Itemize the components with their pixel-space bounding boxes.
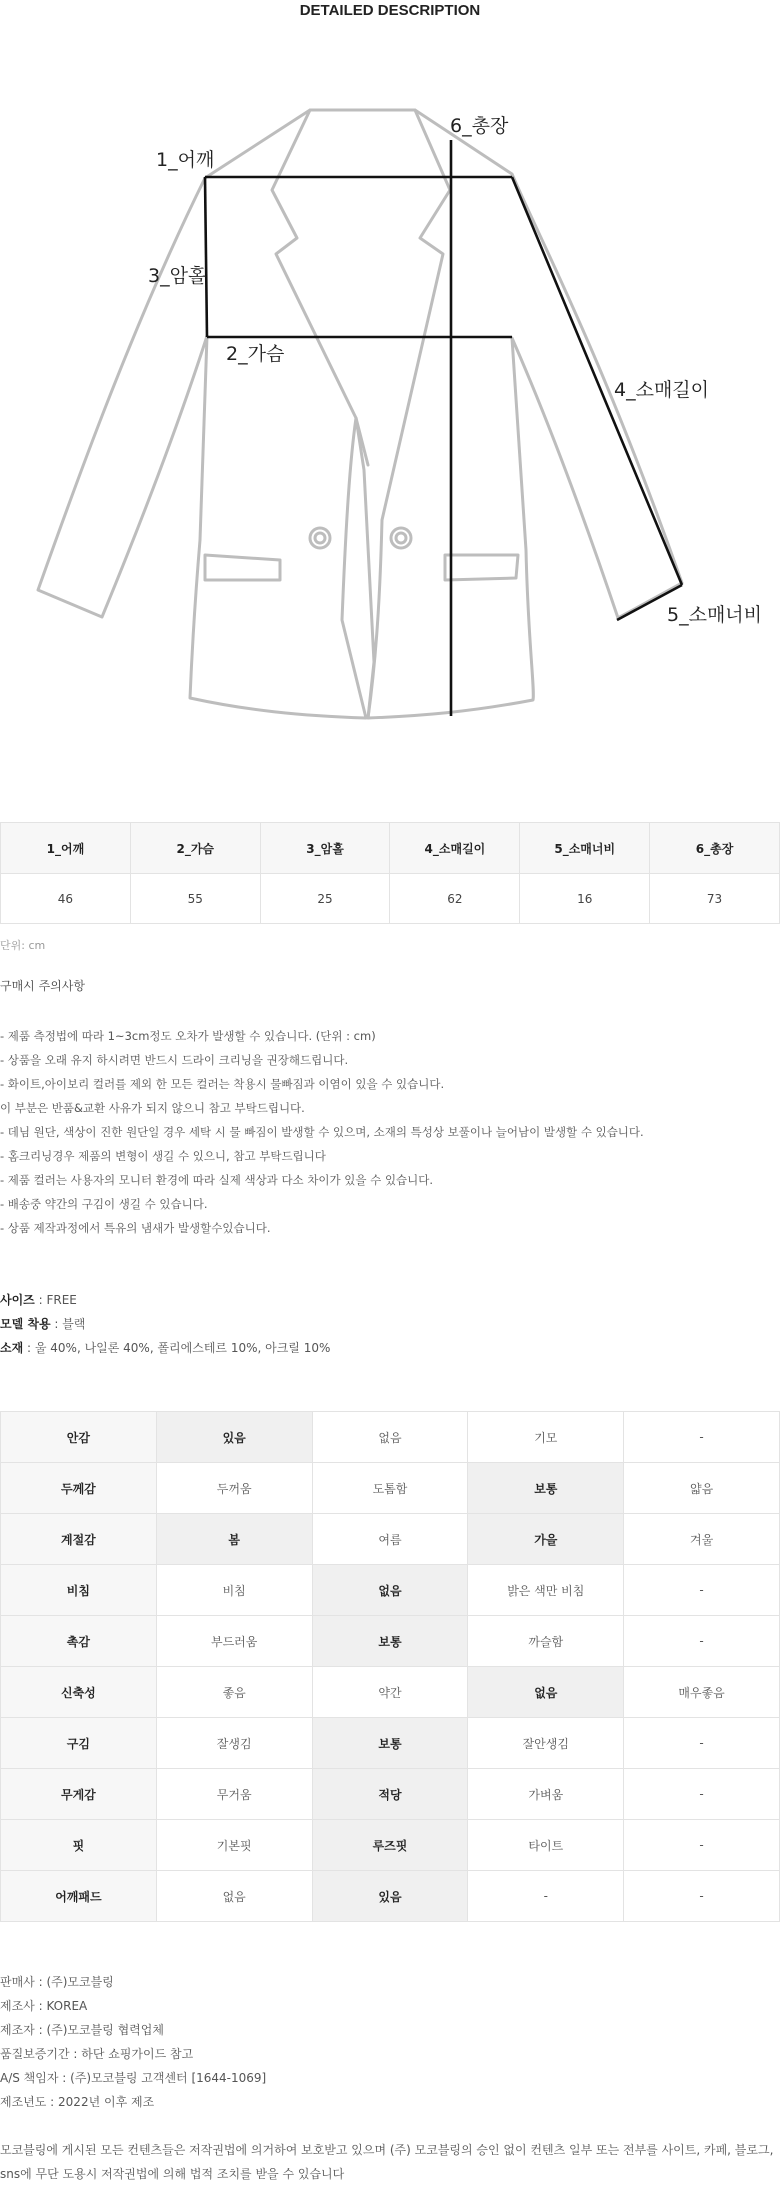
diagram-label-sleeve-length: 4_소매길이 bbox=[614, 379, 710, 401]
feature-name: 신축성 bbox=[1, 1667, 157, 1718]
feature-option: 적당 bbox=[312, 1769, 468, 1820]
size-header-shoulder: 1_어깨 bbox=[1, 823, 131, 874]
feature-option: 부드러움 bbox=[156, 1616, 312, 1667]
feature-name: 계절감 bbox=[1, 1514, 157, 1565]
feature-option: 있음 bbox=[312, 1871, 468, 1922]
feature-table bbox=[0, 1411, 780, 1922]
feature-name: 두께감 bbox=[1, 1463, 157, 1514]
feature-option: 있음 bbox=[156, 1412, 312, 1463]
feature-option: 기모 bbox=[468, 1412, 624, 1463]
spec-material-value: : 울 40%, 나일론 40%, 폴리에스테르 10%, 아크릴 10% bbox=[23, 1341, 331, 1355]
note-line: - 제품 측정법에 따라 1~3cm정도 오차가 발생할 수 있습니다. (단위 : cm) bbox=[0, 1029, 376, 1043]
diagram-label-armhole: 3_암홀 bbox=[148, 265, 207, 287]
feature-option: 잘안생김 bbox=[468, 1718, 624, 1769]
size-header-sleeve-width: 5_소매너비 bbox=[520, 823, 650, 874]
feature-option: 없음 bbox=[468, 1667, 624, 1718]
diagram-label-chest: 2_가슴 bbox=[226, 343, 285, 365]
feature-row bbox=[1, 1514, 780, 1565]
feature-name: 핏 bbox=[1, 1820, 157, 1871]
feature-name: 비침 bbox=[1, 1565, 157, 1616]
feature-row bbox=[1, 1718, 780, 1769]
feature-option: 두꺼움 bbox=[156, 1463, 312, 1514]
notes-title: 구매시 주의사항 bbox=[0, 979, 85, 993]
size-table-value-row bbox=[1, 874, 780, 924]
size-header-total-length: 6_총장 bbox=[650, 823, 780, 874]
feature-option: 기본핏 bbox=[156, 1820, 312, 1871]
feature-name: 어깨패드 bbox=[1, 1871, 157, 1922]
feature-option: 없음 bbox=[156, 1871, 312, 1922]
feature-row bbox=[1, 1616, 780, 1667]
note-line: - 홈크리닝경우 제품의 변형이 생길 수 있으니, 참고 부탁드립니다 bbox=[0, 1149, 326, 1163]
spec-material-key: 소재 bbox=[0, 1341, 24, 1355]
feature-option: - bbox=[624, 1718, 780, 1769]
feature-option: 없음 bbox=[312, 1412, 468, 1463]
info-origin: 제조사 : KOREA bbox=[0, 1999, 88, 2013]
feature-row bbox=[1, 1820, 780, 1871]
size-header-armhole: 3_암홀 bbox=[260, 823, 390, 874]
feature-option: 매우좋음 bbox=[624, 1667, 780, 1718]
spec-model-value: : 블랙 bbox=[50, 1317, 86, 1331]
product-specs bbox=[0, 1288, 780, 1360]
spec-model bbox=[0, 1312, 780, 1336]
diagram-label-total-length: 6_총장 bbox=[450, 115, 509, 137]
spec-size bbox=[0, 1288, 780, 1312]
feature-row bbox=[1, 1769, 780, 1820]
feature-name: 구김 bbox=[1, 1718, 157, 1769]
feature-option: 무거움 bbox=[156, 1769, 312, 1820]
feature-option: - bbox=[624, 1565, 780, 1616]
feature-option: 보통 bbox=[468, 1463, 624, 1514]
jacket-measurement-diagram bbox=[0, 80, 780, 740]
feature-option: 가벼움 bbox=[468, 1769, 624, 1820]
size-value-total-length: 73 bbox=[650, 874, 780, 924]
feature-name: 무게감 bbox=[1, 1769, 157, 1820]
feature-option: - bbox=[624, 1820, 780, 1871]
note-line: - 배송중 약간의 구김이 생길 수 있습니다. bbox=[0, 1197, 208, 1211]
size-value-sleeve-width: 16 bbox=[520, 874, 650, 924]
feature-row bbox=[1, 1412, 780, 1463]
feature-name: 안감 bbox=[1, 1412, 157, 1463]
feature-option: 없음 bbox=[312, 1565, 468, 1616]
diagram-label-shoulder: 1_어깨 bbox=[156, 149, 215, 171]
feature-option: 보통 bbox=[312, 1718, 468, 1769]
feature-option: 약간 bbox=[312, 1667, 468, 1718]
feature-option: 타이트 bbox=[468, 1820, 624, 1871]
note-line: - 상품을 오래 유지 하시려면 반드시 드라이 크리닝을 권장해드립니다. bbox=[0, 1053, 349, 1067]
spec-size-key: 사이즈 bbox=[0, 1293, 35, 1307]
spec-material bbox=[0, 1336, 780, 1360]
diagram-label-sleeve-width: 5_소매너비 bbox=[667, 604, 763, 626]
note-line: 이 부분은 반품&교환 사유가 되지 않으니 참고 부탁드립니다. bbox=[0, 1101, 305, 1115]
feature-option: 봄 bbox=[156, 1514, 312, 1565]
feature-row bbox=[1, 1565, 780, 1616]
feature-option: 도톰함 bbox=[312, 1463, 468, 1514]
feature-name: 촉감 bbox=[1, 1616, 157, 1667]
feature-row bbox=[1, 1463, 780, 1514]
feature-option: - bbox=[624, 1412, 780, 1463]
copyright-notice: 모코블링에 게시된 모든 컨텐츠들은 저작권법에 의거하여 보호받고 있으며 (주) 모코블링의 승인 없이 컨텐츠 일부 또는 전부를 사이트, 카페, 블로그, sns에 무단 도용시 저작권법에 의해 법적 조치를 받을 수 있습니다 bbox=[0, 2143, 774, 2181]
info-manufacturer: 제조자 : (주)모코블링 협력업체 bbox=[0, 2023, 164, 2037]
feature-option: 가을 bbox=[468, 1514, 624, 1565]
size-header-chest: 2_가슴 bbox=[130, 823, 260, 874]
size-value-shoulder: 46 bbox=[1, 874, 131, 924]
feature-row bbox=[1, 1667, 780, 1718]
feature-option: - bbox=[624, 1871, 780, 1922]
size-value-sleeve-length: 62 bbox=[390, 874, 520, 924]
info-seller: 판매사 : (주)모코블링 bbox=[0, 1975, 114, 1989]
note-line: - 화이트,아이보리 컬러를 제외 한 모든 컬러는 착용시 물빠짐과 이염이 있을 수 있습니다. bbox=[0, 1077, 445, 1091]
size-header-sleeve-length: 4_소매길이 bbox=[390, 823, 520, 874]
size-value-armhole: 25 bbox=[260, 874, 390, 924]
feature-option: - bbox=[468, 1871, 624, 1922]
feature-option: 얇음 bbox=[624, 1463, 780, 1514]
spec-model-key: 모델 착용 bbox=[0, 1317, 51, 1331]
feature-option: 좋음 bbox=[156, 1667, 312, 1718]
jacket-illustration bbox=[0, 80, 780, 740]
spec-size-value: : FREE bbox=[34, 1293, 77, 1307]
feature-option: 잘생김 bbox=[156, 1718, 312, 1769]
feature-row bbox=[1, 1871, 780, 1922]
purchase-notes bbox=[0, 978, 780, 1240]
feature-option: 루즈핏 bbox=[312, 1820, 468, 1871]
page-title: DETAILED DESCRIPTION bbox=[299, 2, 481, 19]
note-line: - 상품 제작과정에서 특유의 냄새가 발생할수있습니다. bbox=[0, 1221, 271, 1235]
feature-option: 까슬함 bbox=[468, 1616, 624, 1667]
feature-option: 비침 bbox=[156, 1565, 312, 1616]
feature-option: 밝은 색만 비침 bbox=[468, 1565, 624, 1616]
size-unit-note: 단위: cm bbox=[0, 939, 46, 952]
info-manufacture-year: 제조년도 : 2022년 이후 제조 bbox=[0, 2095, 155, 2109]
feature-option: - bbox=[624, 1769, 780, 1820]
feature-option: 보통 bbox=[312, 1616, 468, 1667]
feature-option: - bbox=[624, 1616, 780, 1667]
note-line: - 제품 컬러는 사용자의 모니터 환경에 따라 실제 색상과 다소 차이가 있을 수 있습니다. bbox=[0, 1173, 434, 1187]
seller-info bbox=[0, 1970, 780, 2114]
note-line: - 데님 원단, 색상이 진한 원단일 경우 세탁 시 물 빠짐이 발생할 수 있으며, 소재의 특성상 보풀이나 늘어남이 발생할 수 있습니다. bbox=[0, 1125, 644, 1139]
size-value-chest: 55 bbox=[130, 874, 260, 924]
size-table-header-row bbox=[1, 823, 780, 874]
feature-option: 여름 bbox=[312, 1514, 468, 1565]
info-as-contact: A/S 책임자 : (주)모코블링 고객센터 [1644-1069] bbox=[0, 2071, 267, 2085]
info-warranty: 품질보증기간 : 하단 쇼핑가이드 참고 bbox=[0, 2047, 194, 2061]
size-table bbox=[0, 822, 780, 924]
feature-option: 겨울 bbox=[624, 1514, 780, 1565]
